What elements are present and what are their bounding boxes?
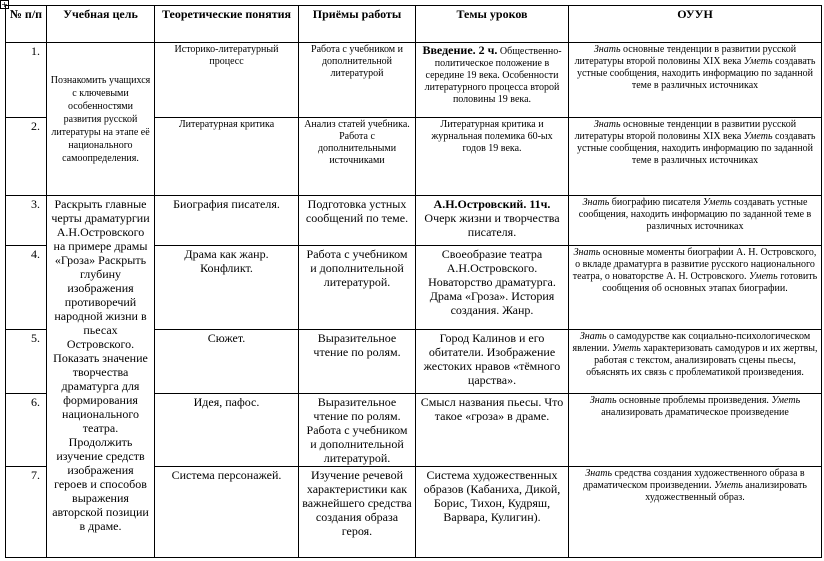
skill-keyword: Знать: [593, 119, 621, 130]
skill-keyword: Уметь: [714, 480, 743, 491]
topic-heading: Введение. 2 ч.: [422, 43, 498, 57]
topic-cell: [416, 330, 569, 394]
methods-cell: Изучение речевой характеристики как важнейшего средства создания образа героя.: [299, 467, 416, 558]
methods-cell: Анализ статей учебника. Работа с дополнительными источниками: [299, 118, 416, 196]
goal-cell: Раскрыть главные черты драматургии А.Н.Островского на примере драмы «Гроза» Раскрыть глубину изображения противоречий народной жизни в пьесах Островского. Показать значение творчества драматурга для формирования национального театра. Продолжить изучение средств изображения героев и способов выражения авторской позиции в драме.: [47, 196, 155, 558]
skill-keyword: Уметь: [743, 131, 773, 142]
header-methods: Приёмы работы: [299, 6, 416, 43]
skill-text: основные тенденции в развитии русской литературы второй половины XIX века: [574, 44, 797, 67]
header-ouun: ОУУН: [569, 6, 822, 43]
skill-keyword: Знать: [585, 468, 613, 479]
skill-text: основные проблемы произведения.: [616, 395, 772, 406]
skill-keyword: Знать: [582, 197, 610, 208]
topic-cell: [416, 196, 569, 246]
skill-keyword: Уметь: [702, 197, 732, 208]
methods-cell: Работа с учебником и дополнительной литературой: [299, 43, 416, 118]
skill-text: создавать устные сообщения, находить информацию по заданной теме в различных источниках: [578, 197, 812, 232]
concept-cell: Система персонажей.: [155, 467, 299, 558]
row-number: 3.: [6, 196, 47, 246]
topic-cell: [416, 467, 569, 558]
concept-cell: Литературная критика: [155, 118, 299, 196]
row-number: 7.: [6, 467, 47, 558]
skill-text: характеризовать самодуров и их жертвы, работая с текстом, анализировать сцены пьесы, объяснять их связь с проблематикой произведения.: [586, 343, 818, 378]
concept-cell: Биография писателя.: [155, 196, 299, 246]
row-number: 4.: [6, 246, 47, 330]
table-row: [6, 196, 822, 246]
topic-text: Очерк жизни и творчества писателя.: [424, 211, 560, 239]
skill-keyword: Уметь: [771, 395, 801, 406]
table-move-handle-icon[interactable]: +: [1, 0, 8, 9]
skill-text: анализировать драматическое произведение: [601, 407, 789, 418]
topic-text: Своеобразие театра А.Н.Островского. Новаторство драматурга. Драма «Гроза». История создания. Жанр.: [428, 247, 556, 317]
skill-text: анализировать художественный образ.: [645, 480, 807, 503]
skill-keyword: Знать: [573, 247, 601, 258]
topic-text: Общественно- политическое положение в середине 19 века. Особенности литературного процесса второй половины 19 века.: [424, 46, 562, 105]
skill-text: основные моменты биографии А. Н. Островского, о вкладе драматурга в развитие русского национального театра, о новаторстве А. Н. Островского.: [572, 247, 817, 282]
table-header-row: [6, 6, 822, 43]
goal-cell: Познакомить учащихся с ключевыми особенностями развития русской литературы на этапе её национального самоопределения.: [47, 43, 155, 196]
ouun-cell: [569, 118, 822, 196]
ouun-cell: [569, 467, 822, 558]
topic-text: Система художественных образов (Кабаниха, Дикой, Борис, Тихон, Кудряш, Варвара, Кулигин).: [423, 468, 561, 524]
lesson-plan-table: [5, 5, 822, 558]
skill-keyword: Знать: [579, 331, 607, 342]
topic-cell: [416, 246, 569, 330]
ouun-cell: [569, 43, 822, 118]
row-number: 5.: [6, 330, 47, 394]
methods-cell: Работа с учебником и дополнительной литературой.: [299, 246, 416, 330]
row-number: 6.: [6, 394, 47, 467]
header-goal: Учебная цель: [47, 6, 155, 43]
skill-keyword: Уметь: [743, 56, 773, 67]
row-number: 1.: [6, 43, 47, 118]
skill-text: биографию писателя: [609, 197, 703, 208]
table-row: [6, 43, 822, 118]
concept-cell: Историко-литературный процесс: [155, 43, 299, 118]
skill-keyword: Знать: [589, 395, 617, 406]
ouun-cell: [569, 330, 822, 394]
header-number: № п/п: [6, 6, 47, 43]
skill-text: основные тенденции в развитии русской литературы второй половины XIX века: [574, 119, 797, 142]
concept-cell: Идея, пафос.: [155, 394, 299, 467]
topic-heading: А.Н.Островский. 11ч.: [433, 197, 551, 211]
topic-cell: [416, 43, 569, 118]
topic-text: Смысл названия пьесы. Что такое «гроза» в драме.: [420, 395, 564, 423]
skill-text: создавать устные сообщения, находить информацию по заданной теме в различных источниках: [576, 56, 816, 91]
methods-cell: Выразительное чтение по ролям. Работа с учебником и дополнительной литературой.: [299, 394, 416, 467]
skill-text: о самодурстве как социально-психологическом явлении.: [572, 331, 811, 354]
skill-text: создавать устные сообщения, находить информацию по заданной теме в различных источниках: [576, 131, 816, 166]
skill-keyword: Уметь: [612, 343, 641, 354]
header-concepts: Теоретические понятия: [155, 6, 299, 43]
topic-text: Город Калинов и его обитатели. Изображение жестоких нравов «тёмного царства».: [423, 331, 561, 387]
methods-cell: Выразительное чтение по ролям.: [299, 330, 416, 394]
methods-cell: Подготовка устных сообщений по теме.: [299, 196, 416, 246]
header-topics: Темы уроков: [416, 6, 569, 43]
ouun-cell: [569, 196, 822, 246]
ouun-cell: [569, 394, 822, 467]
topic-cell: [416, 118, 569, 196]
ouun-cell: [569, 246, 822, 330]
concept-cell: Сюжет.: [155, 330, 299, 394]
skill-keyword: Знать: [593, 44, 621, 55]
row-number: 2.: [6, 118, 47, 196]
skill-text: средства создания художественного образа в драматическом произведении.: [583, 468, 805, 491]
topic-text: Литературная критика и журнальная полемика 60-ых годов 19 века.: [431, 119, 553, 154]
skill-text: готовить сообщения об основных этапах биографии.: [602, 271, 818, 294]
concept-cell: Драма как жанр. Конфликт.: [155, 246, 299, 330]
skill-keyword: Уметь: [749, 271, 778, 282]
topic-cell: [416, 394, 569, 467]
